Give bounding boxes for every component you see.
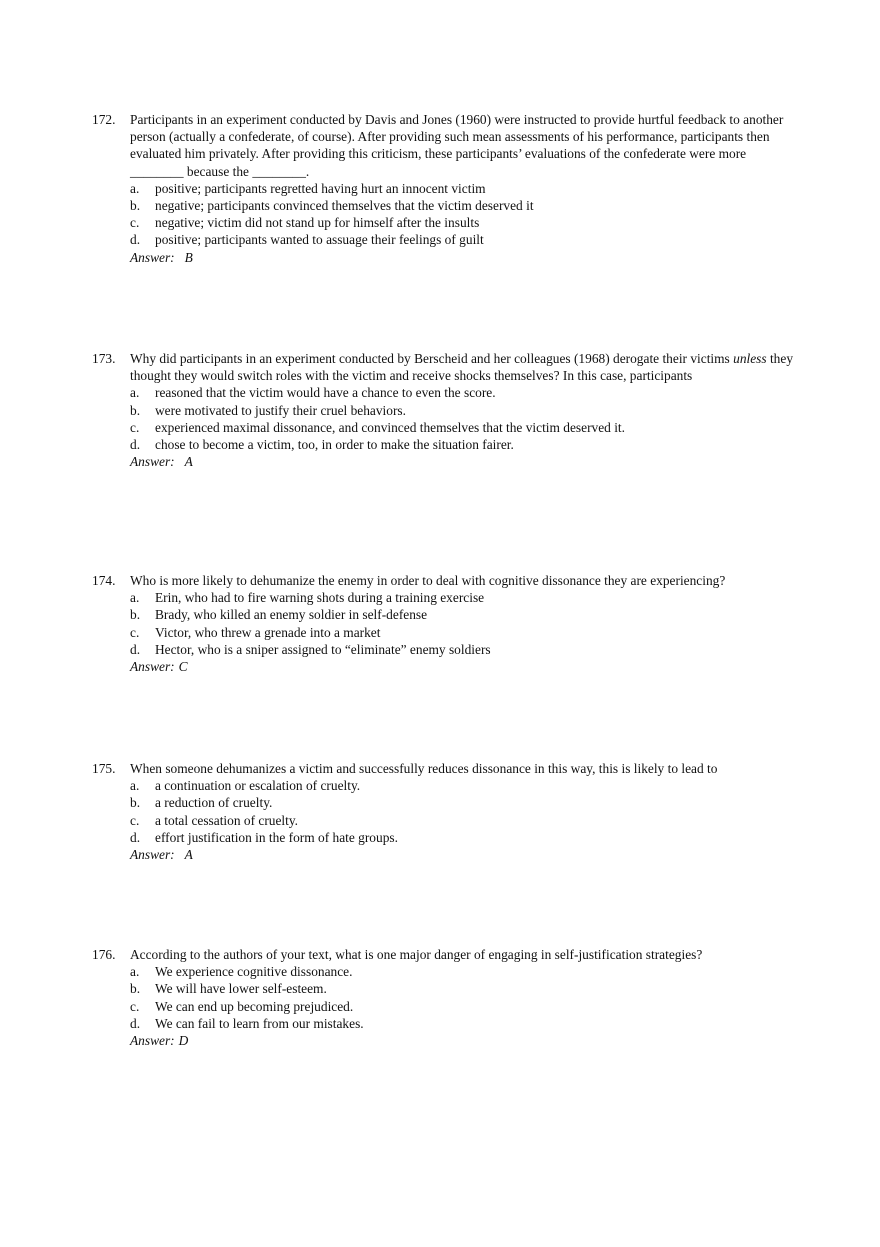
question-176 — [92, 946, 797, 1049]
option-letter: a. — [130, 590, 140, 606]
option-text: negative; victim did not stand up for himself after the insults — [155, 215, 480, 231]
option-c — [92, 998, 797, 1015]
option-text: Victor, who threw a grenade into a market — [155, 624, 381, 640]
question-172 — [92, 111, 797, 266]
answer-line — [92, 658, 797, 675]
answer-value: A — [184, 847, 193, 863]
option-letter: c. — [130, 998, 140, 1014]
option-letter: c. — [130, 624, 140, 640]
question-174 — [92, 572, 797, 675]
option-d — [92, 641, 797, 658]
option-letter: d. — [130, 641, 141, 657]
question-stem — [92, 350, 797, 384]
option-letter: d. — [130, 829, 141, 845]
option-b — [92, 402, 797, 419]
option-c — [92, 419, 797, 436]
option-text: a total cessation of cruelty. — [155, 812, 299, 828]
option-text: positive; participants regretted having hurt an innocent victim — [155, 180, 486, 196]
answer-label: Answer: — [130, 847, 175, 863]
option-letter: b. — [130, 402, 141, 418]
option-text: chose to become a victim, too, in order to make the situation fairer. — [155, 437, 514, 453]
option-text: effort justification in the form of hate groups. — [155, 829, 398, 845]
option-d — [92, 231, 797, 248]
answer-label: Answer: — [130, 249, 175, 265]
answer-line — [92, 1032, 797, 1049]
option-d — [92, 829, 797, 846]
option-text: negative; participants convinced themselves that the victim deserved it — [155, 198, 534, 214]
question-number: 175. — [92, 761, 116, 776]
option-a — [92, 180, 797, 197]
answer-line — [92, 846, 797, 863]
option-c — [92, 624, 797, 641]
option-text: We can end up becoming prejudiced. — [155, 998, 354, 1014]
option-text: experienced maximal dissonance, and convinced themselves that the victim deserved it. — [155, 419, 625, 435]
option-d — [92, 1015, 797, 1032]
answer-label: Answer: — [130, 454, 175, 470]
option-letter: b. — [130, 607, 141, 623]
option-text: a continuation or escalation of cruelty. — [155, 778, 361, 794]
question-stem — [92, 572, 797, 589]
question-number: 173. — [92, 351, 116, 366]
option-a — [92, 963, 797, 980]
option-text: reasoned that the victim would have a chance to even the score. — [155, 385, 496, 401]
answer-line — [92, 453, 797, 470]
answer-label: Answer: — [130, 1033, 175, 1049]
question-number: 172. — [92, 112, 116, 127]
question-text-start: Why did participants in an experiment conducted by Berscheid and her colleagues (1968) derogate their victims — [130, 351, 734, 366]
option-letter: c. — [130, 419, 140, 435]
answer-line — [92, 249, 797, 266]
option-letter: b. — [130, 981, 141, 997]
option-text: were motivated to justify their cruel behaviors. — [155, 402, 406, 418]
option-letter: a. — [130, 778, 140, 794]
option-letter: b. — [130, 198, 141, 214]
option-text: Hector, who is a sniper assigned to “eliminate” enemy soldiers — [155, 641, 491, 657]
option-text: a reduction of cruelty. — [155, 795, 273, 811]
question-number: 176. — [92, 947, 116, 962]
option-text: We experience cognitive dissonance. — [155, 964, 353, 980]
option-text: Erin, who had to fire warning shots during a training exercise — [155, 590, 485, 606]
option-d — [92, 436, 797, 453]
option-a — [92, 589, 797, 606]
option-text: positive; participants wanted to assuage their feelings of guilt — [155, 232, 484, 248]
answer-value: D — [178, 1033, 189, 1049]
option-letter: a. — [130, 964, 140, 980]
option-b — [92, 606, 797, 623]
option-text: Brady, who killed an enemy soldier in self-defense — [155, 607, 428, 623]
option-letter: a. — [130, 180, 140, 196]
question-stem — [92, 111, 797, 180]
option-b — [92, 980, 797, 997]
option-letter: d. — [130, 437, 141, 453]
answer-value: A — [184, 454, 193, 470]
option-text: We will have lower self-esteem. — [155, 981, 327, 997]
option-text: We can fail to learn from our mistakes. — [155, 1015, 364, 1031]
question-number: 174. — [92, 573, 116, 588]
question-text: Participants in an experiment conducted by Davis and Jones (1960) were instructed to provide hurtful feedback to another person (actually a confederate, of course). After providing such mean assessments of his performance, participants then evaluated him privately. After providing this criticism, these participants’ evaluations of the confederate were more ________ because the ________. — [130, 112, 784, 179]
question-text: According to the authors of your text, what is one major danger of engaging in self-justification strategies? — [130, 947, 703, 962]
option-b — [92, 794, 797, 811]
question-text — [130, 350, 797, 384]
answer-label: Answer: — [130, 659, 175, 675]
emphasized-word: unless — [733, 351, 767, 366]
question-stem — [92, 946, 797, 963]
question-text-end: they thought they would switch roles with the victim and receive shocks themselves? In this case, participants — [130, 351, 794, 384]
option-c — [92, 812, 797, 829]
answer-value: B — [184, 249, 193, 265]
question-text: When someone dehumanizes a victim and successfully reduces dissonance in this way, this is likely to lead to — [130, 761, 718, 776]
option-letter: a. — [130, 385, 140, 401]
option-letter: b. — [130, 795, 141, 811]
option-letter: c. — [130, 812, 140, 828]
question-stem — [92, 760, 797, 777]
option-letter: c. — [130, 215, 140, 231]
option-a — [92, 777, 797, 794]
question-175 — [92, 760, 797, 863]
option-letter: d. — [130, 232, 141, 248]
option-c — [92, 214, 797, 231]
answer-value: C — [178, 659, 188, 675]
option-letter: d. — [130, 1015, 141, 1031]
question-text: Who is more likely to dehumanize the enemy in order to deal with cognitive dissonance they are experiencing? — [130, 573, 726, 588]
question-173 — [92, 350, 797, 470]
option-a — [92, 384, 797, 401]
option-b — [92, 197, 797, 214]
